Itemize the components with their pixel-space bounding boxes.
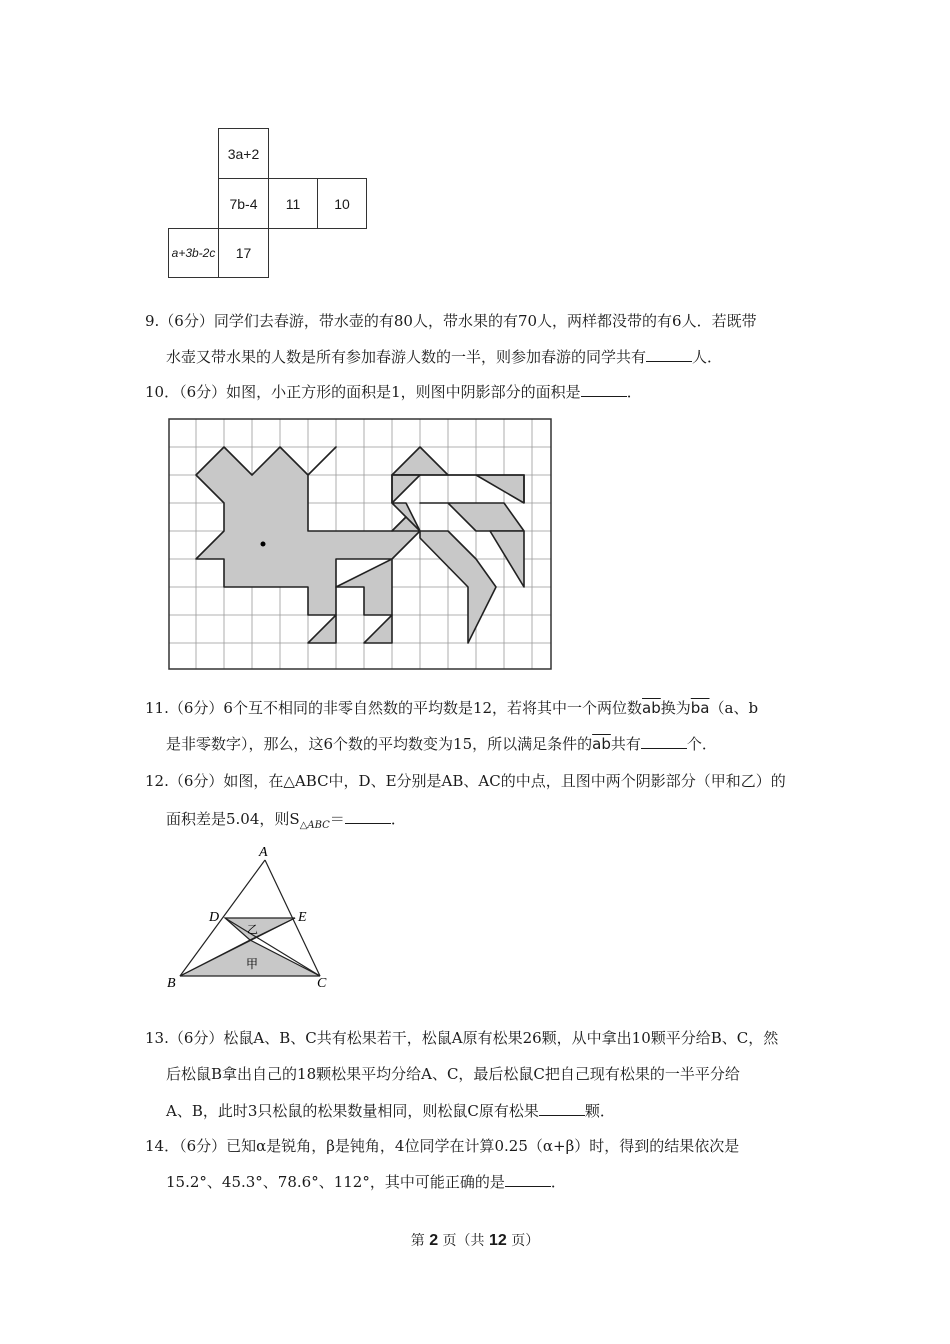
shaded-head-top (392, 447, 448, 475)
net-cell-bottom: 17 (218, 228, 269, 278)
label-d: D (209, 910, 220, 925)
net-cell-middle-right: 10 (317, 178, 367, 229)
net-cell-middle: 11 (268, 178, 318, 229)
question-14-line-2: 15.2°、45.3°、78.6°、112°，其中可能正确的是 ． (166, 1173, 566, 1191)
question-9-line-2: 水壶又带水果的人数是所有参加春游人数的一半，则参加春游的同学共有 人． (166, 348, 723, 366)
question-13-line-3: A、B，此时3只松鼠的松果数量相同，则松鼠C原有松果 颗． (166, 1102, 615, 1120)
answer-blank (505, 1171, 551, 1187)
label-a: A (259, 845, 268, 860)
two-digit-ab: $\overline{ab}$ (642, 699, 661, 717)
label-c: C (317, 976, 327, 991)
shaded-foot-left (308, 615, 336, 643)
answer-blank (646, 346, 692, 362)
shaded-yi (225, 918, 295, 940)
net-cell-middle-left: 7b-4 (218, 178, 269, 229)
question-9-line-1: 9.（6分）同学们去春游，带水壶的有80人，带水果的有70人，两样都没带的有6人．若既带 (145, 312, 757, 330)
question-12-line-1: 12.（6分）如图，在△ABC中，D、E分别是AB、AC的中点，且图中两个阴影部分（甲和乙）的 (145, 772, 786, 790)
two-digit-ab-2: $\overline{ab}$ (592, 735, 611, 753)
question-14-line-1: 14．（6分）已知α是锐角，β是钝角，4位同学在计算0.25（α+β）时，得到的结果依次是 (145, 1137, 740, 1155)
answer-blank (641, 733, 687, 749)
question-13-line-2: 后松鼠B拿出自己的18颗松果平均分给A、C，最后松鼠C把自己现有松果的一半平分给 (166, 1065, 740, 1083)
answer-blank (539, 1100, 585, 1116)
question-12-line-2: 面积差是5.04，则$S_{\triangle ABC}=$ ． (166, 810, 406, 831)
page-number: 2 (429, 1232, 439, 1249)
question-11-line-1: 11.（6分）6个互不相同的非零自然数的平均数是12，若将其中一个两位数$\overline{ab}$换为$\overline{ba}(a$、b (145, 699, 759, 717)
answer-blank (581, 381, 627, 397)
shaded-foot-right (364, 615, 392, 643)
label-yi: 乙 (247, 923, 258, 936)
label-e: E (298, 910, 307, 925)
shaded-head-right (448, 475, 524, 503)
net-cell-top: 3a+2 (218, 128, 269, 179)
page-total: 12 (489, 1232, 507, 1249)
triangle-figure (160, 840, 340, 995)
page-footer: 第 2 页（共 12 页） (410, 1232, 540, 1249)
net-cell-bottom-left: a+3b-2c (168, 228, 219, 278)
eye-dot (261, 542, 266, 547)
label-b: B (167, 976, 176, 991)
question-10-line-1: 10．（6分）如图，小正方形的面积是1，则图中阴影部分的面积是 ． (145, 383, 642, 401)
shaded-head-left (392, 475, 420, 503)
label-jia: 甲 (246, 957, 259, 971)
two-digit-ba: $\overline{ba}$ (690, 699, 710, 717)
answer-blank (345, 808, 391, 824)
question-11-line-2: 是非零数字），那么，这6个数的平均数变为15，所以满足条件的$\overline{ab}$共有 个． (166, 735, 717, 753)
shaded-wing (420, 503, 524, 531)
question-13-line-1: 13.（6分）松鼠A、B、C共有松果若干，松鼠A原有松果26颗，从中拿出10颗平分给B、C，然 (145, 1029, 779, 1047)
grid-figure (168, 418, 554, 672)
